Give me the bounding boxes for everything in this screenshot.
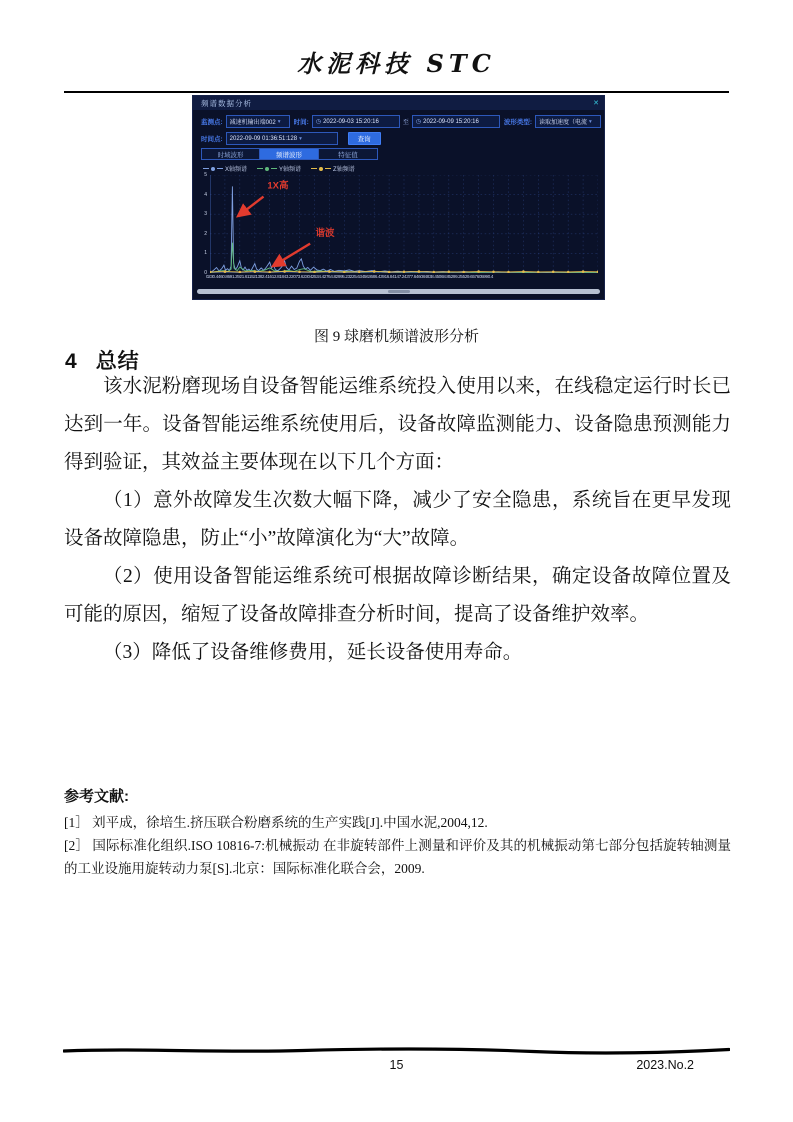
legend-item-z[interactable] — [311, 164, 355, 173]
page-number: 15 — [389, 1058, 404, 1072]
y-axis-tick: 4 — [204, 191, 207, 198]
horizontal-scrollbar[interactable] — [197, 289, 600, 294]
time-start-input[interactable] — [312, 115, 400, 128]
spectrum-chart — [197, 174, 602, 284]
reference-item: [1］ 刘平成，徐培生.挤压联合粉磨系统的生产实践[J].中国水泥,2004,12. — [64, 815, 488, 830]
legend-line — [325, 168, 331, 169]
legend-dot-icon — [211, 167, 215, 171]
wave-type-select[interactable] — [535, 115, 601, 128]
chevron-down-icon: ▾ — [299, 135, 302, 142]
y-axis-tick: 3 — [204, 211, 207, 218]
wave-type-value: 读取加速度（电流 — [539, 120, 588, 126]
paragraph: （3）降低了设备维修费用，延长设备使用寿命。 — [103, 642, 523, 663]
references — [64, 785, 731, 880]
legend-label: X轴频谱 — [225, 167, 248, 173]
y-axis-tick: 1 — [204, 250, 207, 257]
tab-feature-value[interactable]: 特征值 — [319, 148, 378, 160]
section-title: 总结 — [95, 350, 140, 373]
header-rule — [64, 91, 729, 93]
timepoint-label: 时间点: — [201, 136, 223, 143]
issue-number: 2023.No.2 — [636, 1058, 694, 1072]
monitor-point-select[interactable] — [226, 115, 290, 128]
legend-line — [203, 168, 209, 169]
clock-icon: ◷ — [415, 119, 422, 125]
legend-label: Y轴频谱 — [279, 167, 302, 173]
y-axis-labels — [197, 172, 208, 276]
close-icon[interactable]: ✕ — [593, 99, 599, 107]
paragraph: 该水泥粉磨现场自设备智能运维系统投入使用以来，在线稳定运行时长已达到一年。设备智能运维系统使用后，设备故障监测能力、设备隐患预测能力得到验证，其效益主要体现在以下几个方面： — [64, 376, 731, 473]
paragraph: （2）使用设备智能运维系统可根据故障诊断结果，确定设备故障位置及可能的原因，缩短了设备故障排查分析时间，提高了设备维护效率。 — [64, 566, 731, 625]
reference-item: [2］ 国际标准化组织.ISO 10816-7:机械振动 在非旋转部件上测量和评价及其的机械振动第七部分包括旋转轴测量的工业设施用旋转动力泵[S].北京：国际标准化联合会，2009. — [64, 838, 731, 876]
time-end-input[interactable] — [412, 115, 500, 128]
filter-row-1 — [201, 115, 601, 128]
legend-line — [311, 168, 317, 169]
body-text — [64, 368, 731, 672]
time-label: 时间: — [293, 119, 309, 126]
svg-text:谐波: 谐波 — [315, 227, 335, 239]
figure-caption: 图 9 球磨机频谱波形分析 — [313, 329, 479, 345]
legend-line — [217, 168, 223, 169]
monitor-point-value: 减速机输出端002 — [229, 120, 276, 126]
y-axis-tick: 2 — [204, 230, 207, 237]
legend-line — [271, 168, 277, 169]
legend-label: Z轴频谱 — [333, 167, 355, 173]
section-number: 4 — [65, 350, 78, 373]
chevron-down-icon: ▾ — [589, 118, 592, 125]
scrollbar-handle[interactable] — [388, 290, 410, 293]
clock-icon: ◷ — [315, 119, 322, 125]
time-to-label: 至 — [402, 120, 409, 126]
tab-spectrum[interactable]: 频谱波形 — [260, 148, 319, 160]
y-axis-tick: 5 — [204, 172, 207, 178]
legend-dot-icon — [319, 167, 323, 171]
journal-title: 水泥科技 STC — [297, 49, 496, 78]
legend-line — [257, 168, 263, 169]
legend-dot-icon — [265, 167, 269, 171]
y-axis-tick: 0 — [204, 270, 207, 276]
spectrum-plot — [210, 175, 598, 273]
svg-text:1X高: 1X高 — [267, 180, 289, 192]
waveform-tabs — [201, 148, 378, 160]
panel-title: 频谱数据分析 — [201, 98, 252, 108]
timepoint-value: 2022-09-09 01:36:51:128 — [229, 135, 298, 142]
wave-type-label: 波形类型: — [503, 119, 533, 126]
spectrum-analysis-panel — [192, 95, 605, 300]
monitor-point-label: 监测点: — [201, 119, 223, 126]
panel-header — [193, 96, 604, 110]
time-end-value: 2022-09-09 15:20:16 — [423, 118, 479, 125]
filter-row-2 — [201, 132, 381, 145]
legend-item-x[interactable] — [203, 164, 247, 173]
chevron-down-icon: ▾ — [277, 118, 281, 125]
references-heading: 参考文献: — [64, 788, 129, 805]
legend-item-y[interactable] — [257, 164, 301, 173]
chart-legend — [203, 164, 355, 173]
tab-time-domain[interactable]: 时域波形 — [201, 148, 260, 160]
x-axis-labels: 0 230.4 460.8 691.2 921.6 1152 1382.4 1612.8 1843.2 2073.6 2304 2534.4 2764.8 2995.2 3225.6 3456 3686.4 3916.8 4147.2 4377.6 4608 4838.4 5068.8 5299.2 5529.6 5760 5990.4 — [206, 274, 494, 279]
time-start-value: 2022-09-03 15:20:16 — [323, 118, 379, 125]
paragraph: （1）意外故障发生次数大幅下降，减少了安全隐患，系统旨在更早发现设备故障隐患，防止“小”故障演化为“大”故障。 — [64, 490, 731, 549]
timepoint-select[interactable] — [226, 132, 338, 145]
query-button[interactable]: 查询 — [348, 132, 381, 145]
footer-rule — [63, 1046, 730, 1056]
